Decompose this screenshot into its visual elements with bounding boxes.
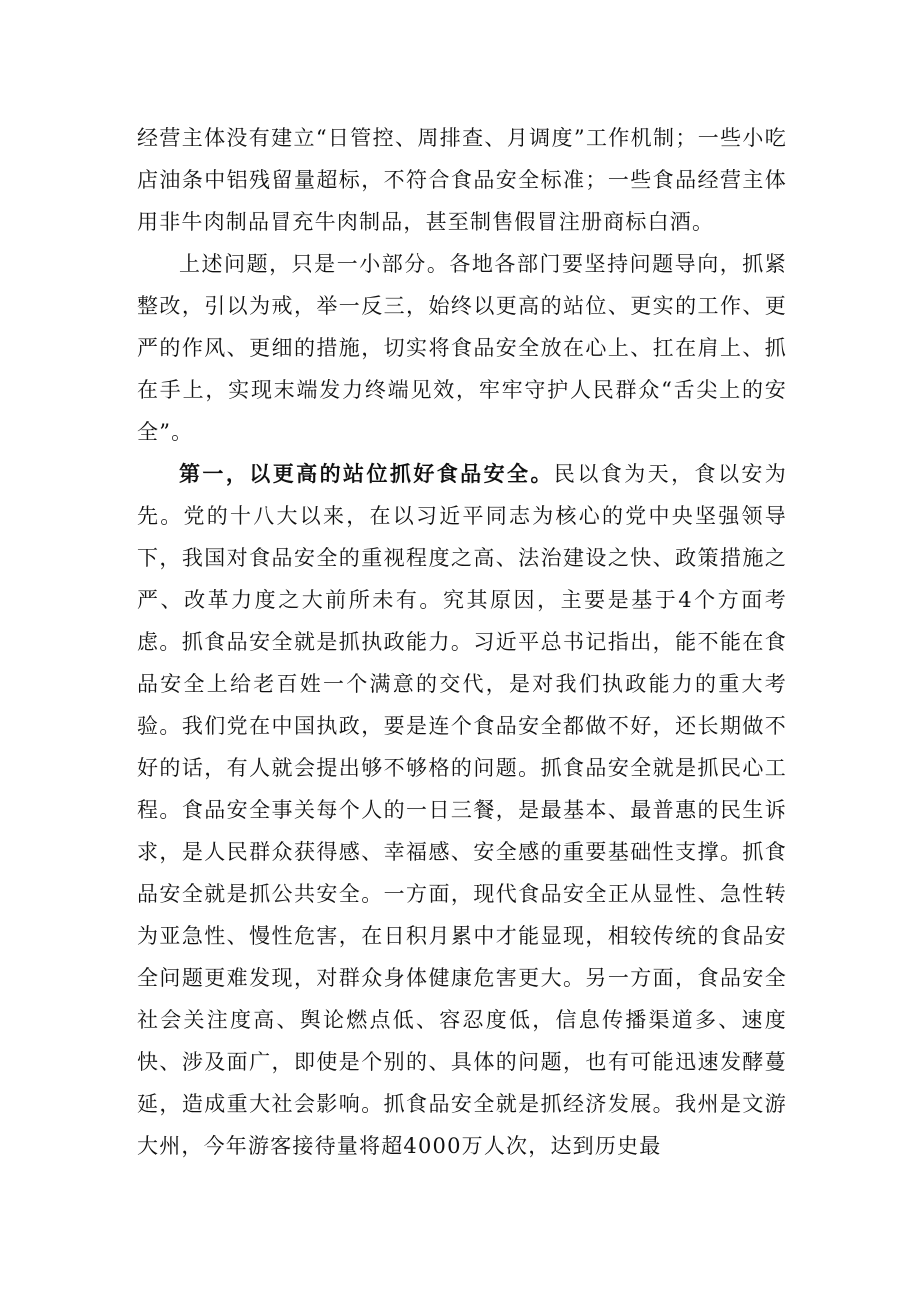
paragraph-heading: 第一，以更高的站位抓好食品安全。 <box>179 461 554 486</box>
paragraph-first-point <box>137 453 787 1167</box>
paragraph-text: 民以食为天，食以安为先。党的十八大以来，在以习近平同志为核心的党中央坚强领导下，我国对食品安全的重视程度之高、法治建设之快、政策措施之严、改革力度之大前所未有。究其原因，主要是基于4个方面考虑。抓食品安全就是抓执政能力。习近平总书记指出，能不能在食品安全上给老百姓一个满意的交代，是对我们执政能力的重大考验。我们党在中国执政，要是连个食品安全都做不好，还长期做不好的话，有人就会提出够不够格的问题。抓食品安全就是抓民心工程。食品安全事关每个人的一日三餐，是最基本、最普惠的民生诉求，是人民群众获得感、幸福感、安全感的重要基础性支撑。抓食品安全就是抓公共安全。一方面，现代食品安全正从显性、急性转为亚急性、慢性危害，在日积月累中才能显现，相较传统的食品安全问题更难发现，对群众身体健康危害更大。另一方面，食品安全社会关注度高、舆论燃点低、容忍度低，信息传播渠道多、速度快、涉及面广，即使是个别的、具体的问题，也有可能迅速发酵蔓延，造成重大社会影响。抓食品安全就是抓经济发展。我州是文游大州，今年游客接待量将超4000万人次，达到历史最 <box>137 462 788 1158</box>
paragraph-text: 上述问题，只是一小部分。各地各部门要坚持问题导向，抓紧整改，引以为戒，举一反三，始终以更高的站位、更实的工作、更严的作风、更细的措施，切实将食品安全放在心上、扛在肩上、抓在手上，实现末端发力终端见效，牢牢守护人民群众“舌尖上的安全”。 <box>137 252 787 444</box>
document-body <box>137 117 787 1167</box>
paragraph-problems-summary <box>137 243 787 453</box>
paragraph-continuation <box>137 117 787 243</box>
paragraph-text: 经营主体没有建立“日管控、周排查、月调度”工作机制；一些小吃店油条中铝残留量超标，不符合食品安全标准；一些食品经营主体用非牛肉制品冒充牛肉制品，甚至制售假冒注册商标白酒。 <box>137 126 787 234</box>
